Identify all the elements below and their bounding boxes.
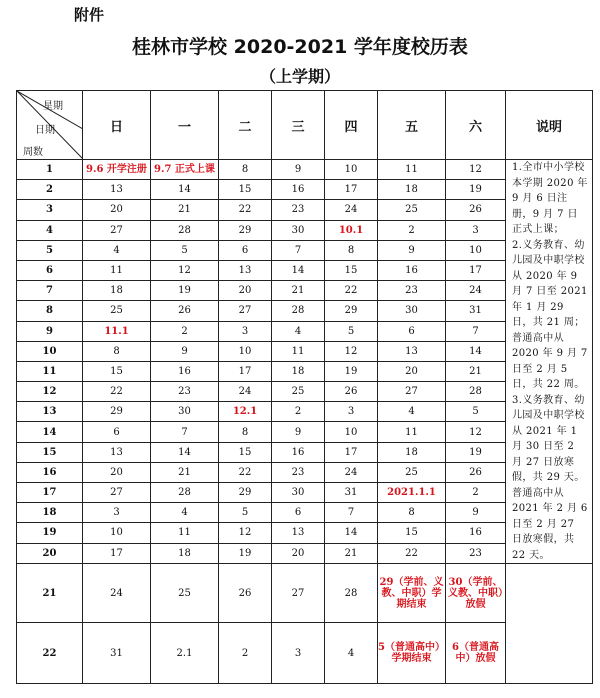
date-cell: 11 (151, 523, 219, 543)
date-cell: 2 (272, 402, 325, 422)
header-wed: 三 (272, 91, 325, 160)
header-thu: 四 (325, 91, 378, 160)
date-cell: 22 (325, 281, 378, 301)
date-cell: 3 (219, 321, 272, 341)
date-cell: 9.6 开学注册 (83, 160, 151, 180)
week-number-cell: 17 (17, 483, 83, 503)
date-cell: 13 (83, 180, 151, 200)
week-number-cell: 13 (17, 402, 83, 422)
date-cell: 19 (151, 281, 219, 301)
date-cell: 12 (219, 523, 272, 543)
date-cell: 13 (378, 341, 446, 361)
date-cell: 7 (446, 321, 506, 341)
date-cell: 25 (378, 462, 446, 482)
date-cell: 22 (219, 462, 272, 482)
date-cell: 9 (272, 422, 325, 442)
date-cell: 6 (219, 240, 272, 260)
header-week-label: 周数 (23, 147, 43, 158)
table-row (17, 160, 593, 180)
date-cell: 7 (151, 422, 219, 442)
note-paragraph: 3.义务教育、幼儿园及中职学校从 2021 年 1 月 30 日至 2 月 27 日放寒假，共 29 天。普通高中从 2021 年 2 月 6 日至 2 月 27 日放寒假，共 22 天。 (512, 394, 588, 561)
week-number-cell: 16 (17, 462, 83, 482)
date-cell: 9.7 正式上课 (151, 160, 219, 180)
date-cell: 19 (446, 442, 506, 462)
date-cell: 12 (151, 260, 219, 280)
date-cell: 21 (446, 361, 506, 381)
date-cell: 17 (325, 442, 378, 462)
header-sat: 六 (446, 91, 506, 160)
date-cell: 23 (151, 382, 219, 402)
date-cell: 29（学前、义教、中职）学期结束 (378, 564, 446, 623)
date-cell: 23 (272, 462, 325, 482)
date-cell: 4 (325, 623, 378, 684)
date-cell: 14 (272, 260, 325, 280)
date-cell: 28 (151, 483, 219, 503)
date-cell: 25 (378, 200, 446, 220)
date-cell: 30 (272, 220, 325, 240)
date-cell: 24 (325, 200, 378, 220)
date-cell: 17 (83, 543, 151, 563)
date-cell: 25 (272, 382, 325, 402)
date-cell: 15 (219, 180, 272, 200)
date-cell: 3 (325, 402, 378, 422)
date-cell: 20 (219, 281, 272, 301)
date-cell: 11 (83, 260, 151, 280)
date-cell: 3 (83, 503, 151, 523)
week-number-cell: 10 (17, 341, 83, 361)
date-cell: 2021.1.1 (378, 483, 446, 503)
date-cell: 4 (83, 240, 151, 260)
date-cell: 31 (446, 301, 506, 321)
date-cell: 13 (272, 523, 325, 543)
date-cell: 20 (83, 200, 151, 220)
week-number-cell: 6 (17, 260, 83, 280)
date-cell: 23 (378, 281, 446, 301)
table-row (17, 564, 593, 623)
date-cell: 14 (325, 523, 378, 543)
date-cell: 10.1 (325, 220, 378, 240)
date-cell: 6 (378, 321, 446, 341)
date-cell: 9 (272, 160, 325, 180)
date-cell: 25 (83, 301, 151, 321)
attachment-label: 附件 (74, 6, 105, 24)
date-cell: 2 (151, 321, 219, 341)
date-cell: 19 (446, 180, 506, 200)
date-cell: 22 (378, 543, 446, 563)
date-cell: 10 (83, 523, 151, 543)
date-cell: 20 (272, 543, 325, 563)
date-cell: 5 (151, 240, 219, 260)
date-cell: 29 (83, 402, 151, 422)
date-cell: 16 (151, 361, 219, 381)
week-number-cell: 11 (17, 361, 83, 381)
date-cell: 29 (325, 301, 378, 321)
note-paragraph: 1.全市中小学校本学期 2020 年 9 月 6 日注册，9 月 7 日正式上课； (512, 162, 588, 235)
week-number-cell: 5 (17, 240, 83, 260)
date-cell: 12 (325, 341, 378, 361)
date-cell: 12.1 (219, 402, 272, 422)
header-tue: 二 (219, 91, 272, 160)
date-cell: 6 (83, 422, 151, 442)
week-number-cell: 18 (17, 503, 83, 523)
date-cell: 27 (83, 483, 151, 503)
date-cell: 26 (446, 462, 506, 482)
date-cell: 31 (83, 623, 151, 684)
note-blank-cell (506, 564, 593, 684)
note-cell (506, 160, 593, 564)
diagonal-header-cell (17, 91, 83, 160)
date-cell: 14 (151, 180, 219, 200)
date-cell: 6 (272, 503, 325, 523)
date-cell: 28 (446, 382, 506, 402)
header-note: 说明 (506, 91, 593, 160)
date-cell: 11 (378, 422, 446, 442)
header-day-label: 日期 (35, 125, 55, 136)
page-subtitle: （上学期） (259, 67, 340, 86)
date-cell: 19 (219, 543, 272, 563)
date-cell: 21 (272, 281, 325, 301)
date-cell: 30 (378, 301, 446, 321)
date-cell: 24 (219, 382, 272, 402)
date-cell: 28 (151, 220, 219, 240)
date-cell: 12 (446, 160, 506, 180)
date-cell: 21 (151, 200, 219, 220)
date-cell: 16 (378, 260, 446, 280)
date-cell: 15 (83, 361, 151, 381)
note-paragraph: 2.义务教育、幼儿园及中职学校从 2020 年 9 月 7 日至 2021 年 1 月 29 日，共 21 周；普通高中从 2020 年 9 月 7 日至 2 月 5 日，共 22 周。 (512, 239, 588, 390)
date-cell: 26 (325, 382, 378, 402)
week-number-cell: 1 (17, 160, 83, 180)
date-cell: 30 (151, 402, 219, 422)
week-number-cell: 2 (17, 180, 83, 200)
date-cell: 2 (446, 483, 506, 503)
date-cell: 27 (219, 301, 272, 321)
date-cell: 10 (446, 240, 506, 260)
week-number-cell: 12 (17, 382, 83, 402)
date-cell: 30（学前、义教、中职）放假 (446, 564, 506, 623)
week-number-cell: 19 (17, 523, 83, 543)
date-cell: 17 (446, 260, 506, 280)
date-cell: 8 (378, 503, 446, 523)
date-cell: 8 (325, 240, 378, 260)
header-row (17, 91, 593, 160)
date-cell: 5 (446, 402, 506, 422)
date-cell: 27 (83, 220, 151, 240)
date-cell: 18 (151, 543, 219, 563)
date-cell: 18 (272, 361, 325, 381)
date-cell: 14 (151, 442, 219, 462)
week-number-cell: 9 (17, 321, 83, 341)
date-cell: 21 (325, 543, 378, 563)
date-cell: 18 (378, 180, 446, 200)
date-cell: 10 (219, 341, 272, 361)
date-cell: 19 (325, 361, 378, 381)
date-cell: 7 (272, 240, 325, 260)
date-cell: 31 (325, 483, 378, 503)
date-cell: 25 (151, 564, 219, 623)
date-cell: 2 (378, 220, 446, 240)
date-cell: 28 (272, 301, 325, 321)
week-number-cell: 21 (17, 564, 83, 623)
date-cell: 7 (325, 503, 378, 523)
date-cell: 17 (219, 361, 272, 381)
page-title: 桂林市学校 2020-2021 学年度校历表 (132, 36, 468, 58)
week-number-cell: 4 (17, 220, 83, 240)
week-number-cell: 3 (17, 200, 83, 220)
date-cell: 21 (151, 462, 219, 482)
date-cell: 11.1 (83, 321, 151, 341)
date-cell: 4 (272, 321, 325, 341)
date-cell: 2 (219, 623, 272, 684)
date-cell: 28 (325, 564, 378, 623)
date-cell: 29 (219, 220, 272, 240)
date-cell: 15 (219, 442, 272, 462)
date-cell: 3 (446, 220, 506, 240)
date-cell: 5 (325, 321, 378, 341)
date-cell: 13 (219, 260, 272, 280)
date-cell: 11 (272, 341, 325, 361)
week-number-cell: 22 (17, 623, 83, 684)
date-cell: 20 (83, 462, 151, 482)
date-cell: 26 (151, 301, 219, 321)
week-number-cell: 15 (17, 442, 83, 462)
date-cell: 18 (83, 281, 151, 301)
date-cell: 16 (446, 523, 506, 543)
date-cell: 22 (219, 200, 272, 220)
date-cell: 14 (446, 341, 506, 361)
date-cell: 27 (378, 382, 446, 402)
date-cell: 29 (219, 483, 272, 503)
date-cell: 24 (83, 564, 151, 623)
date-cell: 26 (219, 564, 272, 623)
date-cell: 16 (272, 442, 325, 462)
date-cell: 4 (378, 402, 446, 422)
date-cell: 9 (446, 503, 506, 523)
week-number-cell: 14 (17, 422, 83, 442)
date-cell: 24 (446, 281, 506, 301)
date-cell: 4 (151, 503, 219, 523)
date-cell: 10 (325, 160, 378, 180)
week-number-cell: 7 (17, 281, 83, 301)
date-cell: 3 (272, 623, 325, 684)
date-cell: 15 (325, 260, 378, 280)
date-cell: 2.1 (151, 623, 219, 684)
date-cell: 23 (272, 200, 325, 220)
date-cell: 8 (219, 160, 272, 180)
date-cell: 30 (272, 483, 325, 503)
header-sun: 日 (83, 91, 151, 160)
date-cell: 17 (325, 180, 378, 200)
week-number-cell: 8 (17, 301, 83, 321)
date-cell: 8 (83, 341, 151, 361)
date-cell: 13 (83, 442, 151, 462)
date-cell: 24 (325, 462, 378, 482)
date-cell: 16 (272, 180, 325, 200)
date-cell: 5（普通高中）学期结束 (378, 623, 446, 684)
date-cell: 12 (446, 422, 506, 442)
date-cell: 5 (219, 503, 272, 523)
date-cell: 10 (325, 422, 378, 442)
header-fri: 五 (378, 91, 446, 160)
date-cell: 26 (446, 200, 506, 220)
date-cell: 18 (378, 442, 446, 462)
date-cell: 23 (446, 543, 506, 563)
header-star-label: 星期 (43, 101, 63, 112)
calendar-table (16, 90, 593, 684)
header-mon: 一 (151, 91, 219, 160)
date-cell: 9 (151, 341, 219, 361)
date-cell: 9 (378, 240, 446, 260)
date-cell: 15 (378, 523, 446, 543)
date-cell: 27 (272, 564, 325, 623)
date-cell: 6（普通高中）放假 (446, 623, 506, 684)
date-cell: 22 (83, 382, 151, 402)
date-cell: 20 (378, 361, 446, 381)
date-cell: 8 (219, 422, 272, 442)
date-cell: 11 (378, 160, 446, 180)
week-number-cell: 20 (17, 543, 83, 563)
